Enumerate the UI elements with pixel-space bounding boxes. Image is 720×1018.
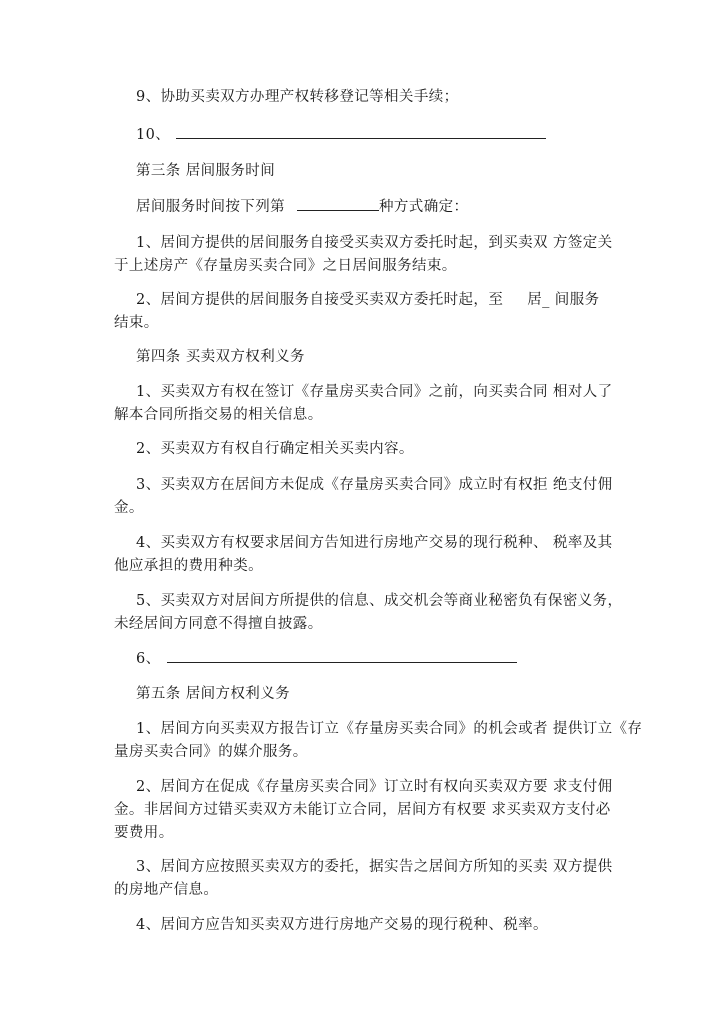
article-4-heading: 第四条 买卖双方权利义务 [136,349,305,365]
article-3-item-2-line1 [136,291,600,309]
article-4-item-3-line2: 金。 [114,500,144,516]
service-time-method [136,198,468,216]
article-3-item-1-line2: 于上述房产《存量房买卖合同》之日居间服务结束。 [114,258,457,274]
article-4-item-6 [136,650,517,668]
article-3-heading: 第三条 居间服务时间 [136,163,276,179]
article-4-item-4-line2: 他应承担的费用种类。 [114,558,263,574]
item-6-blank [167,650,517,663]
article-5-item-3-line2: 的房地产信息。 [114,882,219,898]
article-5-item-1-line1: 1、居间方向买卖双方报告订立《存量房买卖合同》的机会或者 提供订立《存 [136,721,643,737]
article-5-item-2-line3: 要费用。 [114,825,174,841]
item-10-blank [176,126,546,139]
article-5-item-1-line2: 量房买卖合同》的媒介服务。 [114,744,308,760]
item-6-label: 6、 [136,651,161,667]
article-5-item-4: 4、居间方应告知买卖双方进行房地产交易的现行税种、税率。 [136,917,548,933]
item-10-label: 10、 [136,127,171,143]
service-time-prefix: 居间服务时间按下列第 [136,199,285,215]
article-5-item-3-line1: 3、居间方应按照买卖双方的委托，据实告之居间方所知的买卖 双方提供 [136,859,613,875]
article-4-item-1-line2: 解本合同所指交易的相关信息。 [114,407,323,423]
article-5-heading: 第五条 居间方权利义务 [136,686,291,702]
clause-item-10 [136,126,546,144]
clause-item-9: 9、协助买卖双方办理产权转移登记等相关手续； [136,89,459,105]
service-time-suffix: 种方式确定： [379,199,469,215]
article-3-item-1-line1: 1、居间方提供的居间服务自接受买卖双方委托时起，到买卖双 方签定关 [136,235,613,251]
article-5-item-2-line2: 金。非居间方过错买卖双方未能订立合同，居间方有权要 求买卖双方支付必 [114,802,611,818]
article-3-item-2-line2: 结束。 [114,315,159,331]
article-4-item-3-line1: 3、买卖双方在居间方未促成《存量房买卖合同》成立时有权拒 绝支付佣 [136,477,613,493]
article-4-item-5-line2: 未经居间方同意不得擅自披露。 [114,616,323,632]
article-3-item-2-tail: 居_ 间服务 [527,292,600,308]
article-4-item-4-line1: 4、买卖双方有权要求居间方告知进行房地产交易的现行税种、 税率及其 [136,535,613,551]
article-3-item-2-text: 2、居间方提供的居间服务自接受买卖双方委托时起，至 [136,292,504,308]
method-number-blank [297,198,379,211]
article-4-item-5-line1: 5、买卖双方对居间方所提供的信息、成交机会等商业秘密负有保密义务， [136,593,623,609]
article-5-item-2-line1: 2、居间方在促成《存量房买卖合同》订立时有权向买卖双方要 求支付佣 [136,779,613,795]
article-4-item-1-line1: 1、买卖双方有权在签订《存量房买卖合同》之前，向买卖合同 相对人了 [136,384,613,400]
article-4-item-2: 2、买卖双方有权自行确定相关买卖内容。 [136,441,414,457]
